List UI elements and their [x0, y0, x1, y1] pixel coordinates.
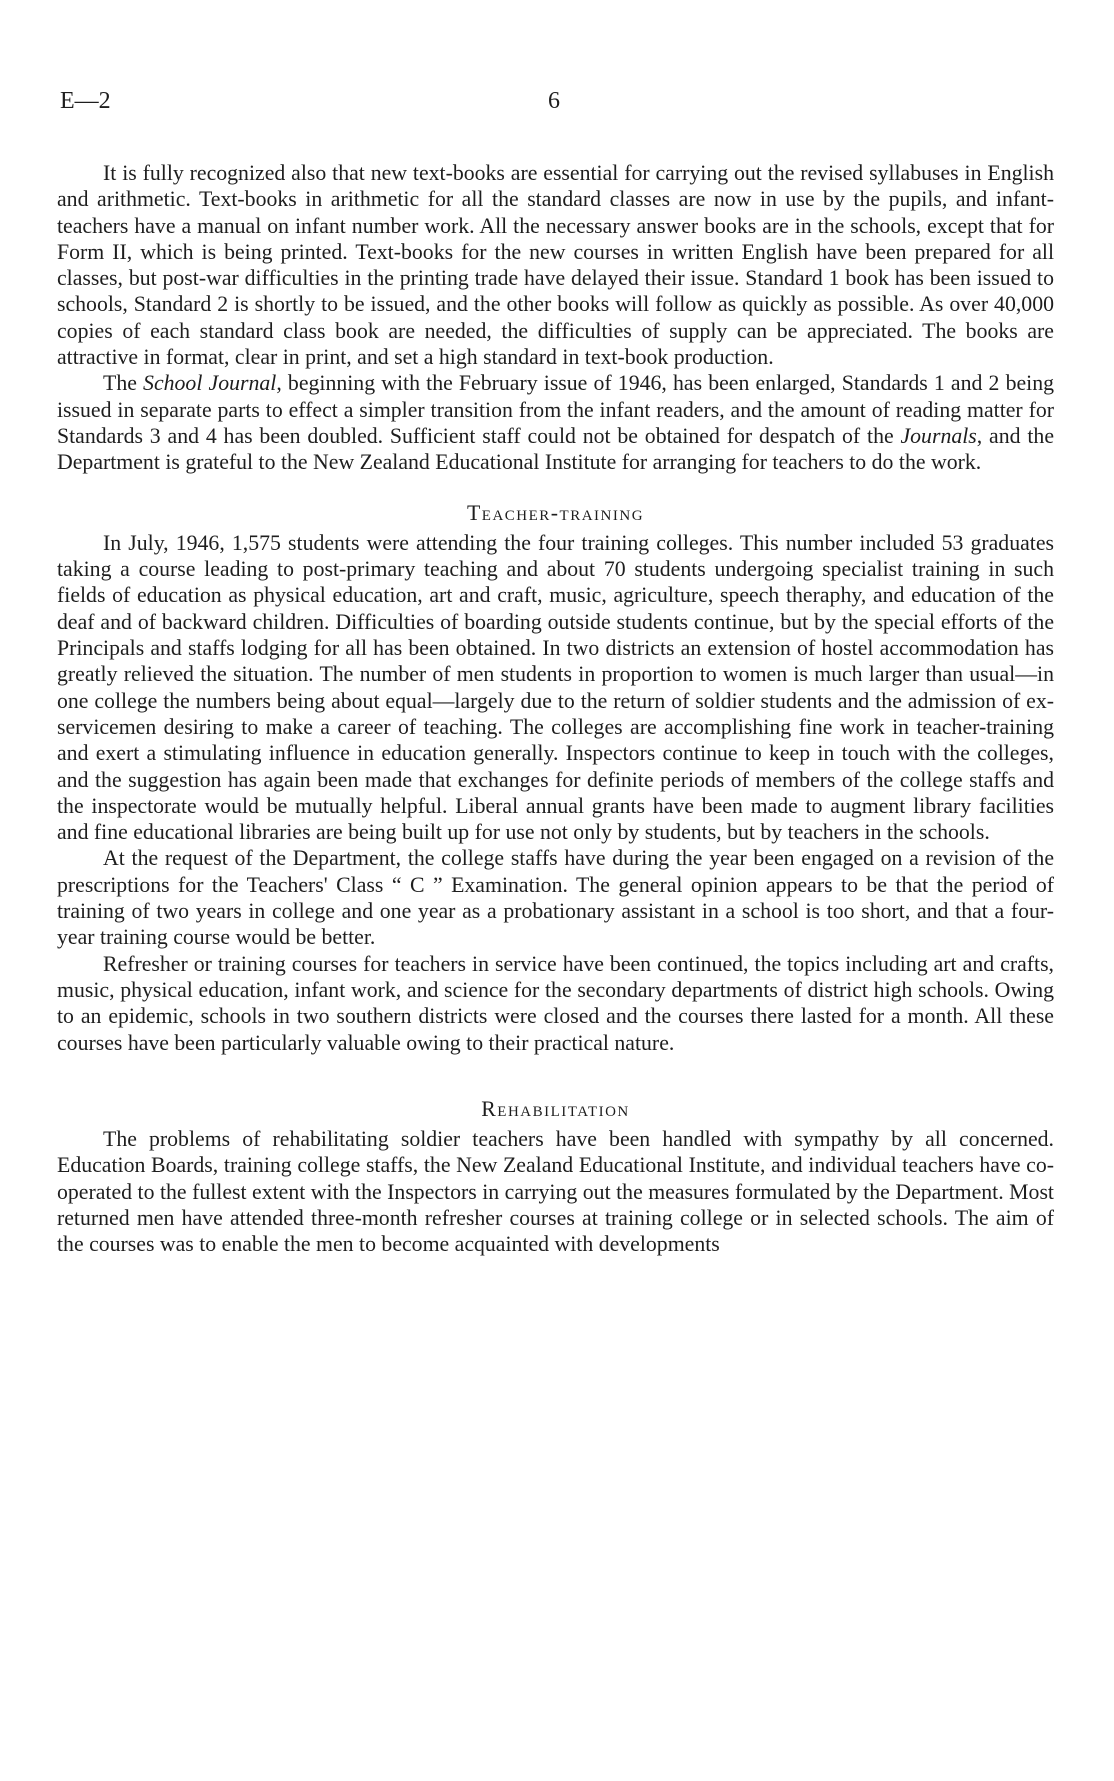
- paragraph-refresher-courses: Refresher or training courses for teachers in service have been continued, the topics including art and crafts, music, physical education, infant work, and science for the secondary departments of district high schools. Owing to an epidemic, schools in two southern districts were closed and the courses there lasted for a month. All these courses have been particularly valuable owing to their practical nature.: [57, 951, 1054, 1055]
- text-run: , beginning with the February issue of 1946, has been enlarged, Standards 1 and 2 being issued in separate parts to effect a simpler transition from the infant readers, and the amount of reading matter for Standards 3 and 4 has been doubled. Sufficient staff could not be obtained for despatch of the: [57, 371, 1054, 448]
- paragraph-textbooks: It is fully recognized also that new text-books are essential for carrying out the revised syllabuses in English and arithmetic. Text-books in arithmetic for all the standard classes are now in use by the pupils, and infant-teachers have a manual on infant number work. All the necessary answer books are in the schools, except that for Form II, which is being printed. Text-books for the new courses in written English have been prepared for all classes, but post-war difficulties in the printing trade have delayed their issue. Standard 1 book has been issued to schools, Standard 2 is shortly to be issued, and the other books will follow as quickly as possible. As over 40,000 copies of each standard class book are needed, the difficulties of supply can be appreciated. The books are attractive in format, clear in print, and set a high standard in text-book production.: [57, 161, 1054, 370]
- section-heading-rehabilitation: Rehabilitation: [481, 1096, 630, 1121]
- page-number: 6: [548, 88, 560, 114]
- italic-title: Journals: [900, 423, 977, 448]
- italic-title: School Journal: [143, 371, 277, 396]
- body-text: [57, 160, 1054, 1258]
- paragraph-prescriptions: At the request of the Department, the college staffs have during the year been engaged on a revision of the prescriptions for the Teachers' Class “ C ” Examination. The general opinion appears to be that the period of training of two years in college and one year as a probationary assistant in a school is too short, and that a four-year training course would be better.: [57, 846, 1054, 950]
- paragraph-rehabilitation: The problems of rehabilitating soldier teachers have been handled with sympathy by all concerned. Education Boards, training college staffs, the New Zealand Educational Institute, and individual teachers have co-operated to the fullest extent with the Inspectors in carrying out the measures formulated by the Department. Most returned men have attended three-month refresher courses at training college or in selected schools. The aim of the courses was to enable the men to become acquainted with developments: [57, 1127, 1054, 1257]
- paragraph-school-journal: [57, 370, 1054, 475]
- page-header: [60, 88, 1050, 128]
- paragraph-training-colleges: In July, 1946, 1,575 students were attending the four training colleges. This number included 53 graduates taking a course leading to post-primary teaching and about 70 students undergoing specialist training in such fields of education as physical education, art and craft, music, agriculture, speech theraphy, and education of the deaf and of backward children. Difficulties of boarding outside students continue, but by the special efforts of the Principals and staffs lodging for all has been obtained. In two districts an extension of hostel accommodation has greatly relieved the situation. The number of men students in proportion to women is much larger than usual—in one college the numbers being about equal—largely due to the return of soldier students and the admission of ex-servicemen desiring to make a career of teaching. The colleges are accomplishing fine work in teacher-training and exert a stimulating influence in education generally. Inspectors continue to keep in touch with the colleges, and the suggestion has again been made that exchanges for definite periods of members of the college staffs and the inspectorate would be mutually helpful. Liberal annual grants have been made to augment library facilities and fine educational libraries are being built up for use not only by students, but by teachers in the schools.: [57, 530, 1054, 845]
- text-run: The: [103, 371, 144, 396]
- section-heading-teacher-training: Teacher-training: [466, 500, 645, 525]
- text-run: , and the Department is grateful to the New Zealand Educational Institute for arranging for teachers to do the work.: [57, 423, 1054, 475]
- document-reference: E—2: [60, 88, 111, 114]
